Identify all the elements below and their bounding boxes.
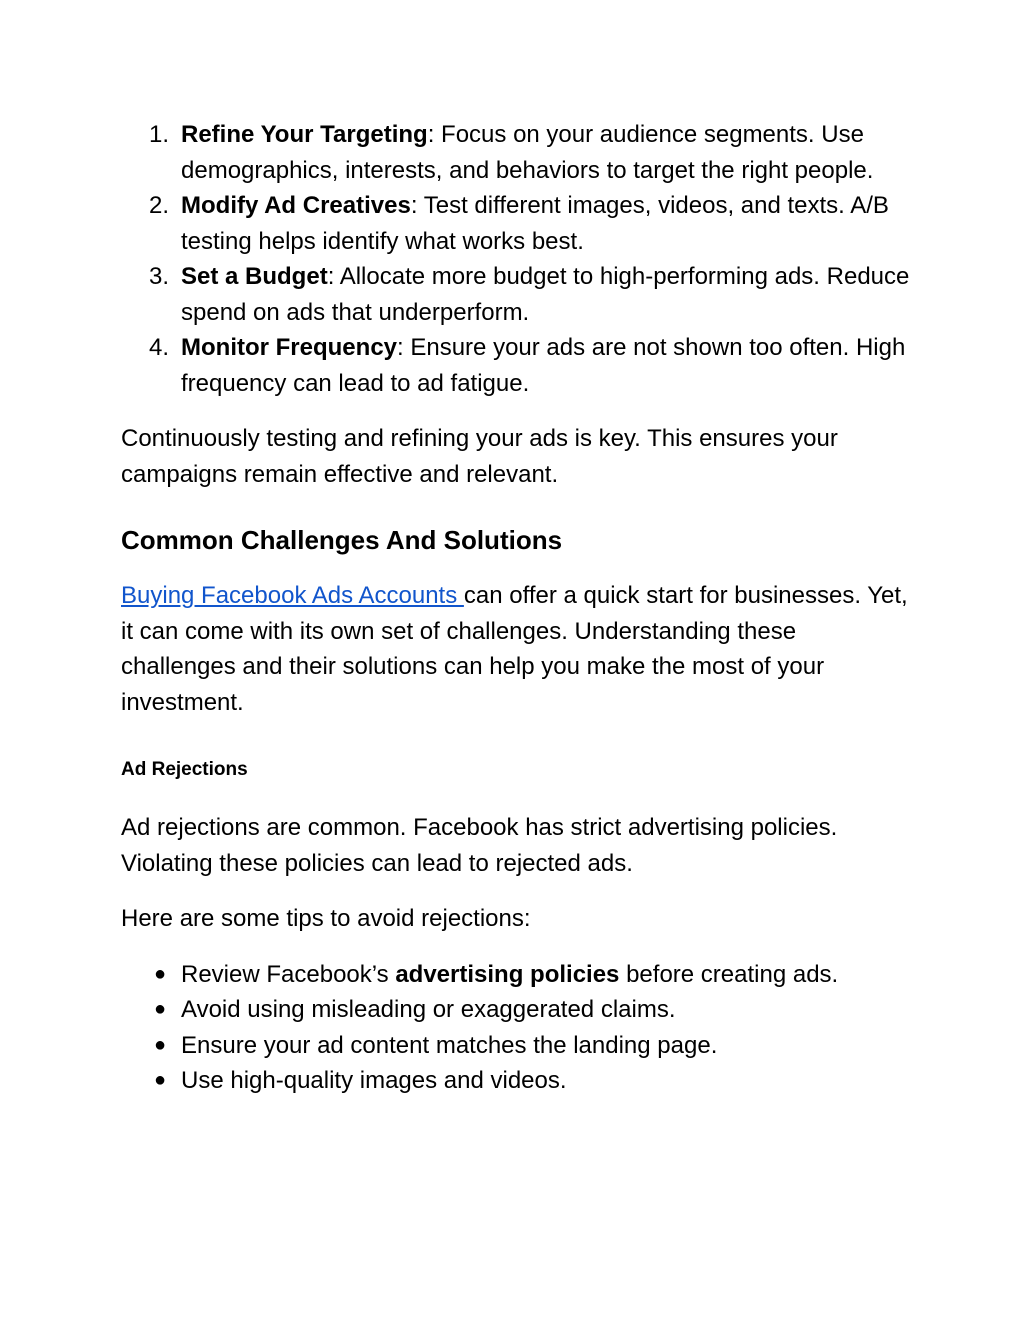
tips-numbered-list — [121, 117, 911, 401]
bullet-bold-text: advertising policies — [395, 960, 620, 988]
list-item-text: : Ensure your ads are not shown too often. High frequency can lead to ad fatigue. — [181, 334, 906, 397]
list-item — [121, 188, 911, 259]
bullet-text: before creating ads. — [619, 960, 839, 988]
list-item-title: Modify Ad Creatives — [181, 192, 411, 219]
buying-facebook-ads-accounts-link[interactable]: Buying Facebook Ads Accounts — [121, 582, 464, 609]
bullet-text: Use high-quality images and videos. — [181, 1067, 567, 1094]
tips-bullet-list — [121, 957, 911, 1099]
list-item — [121, 259, 911, 330]
summary-paragraph: Continuously testing and refining your ads is key. This ensures your campaigns remain effective and relevant. — [121, 425, 838, 488]
list-number: 3. — [149, 263, 170, 290]
subheading-ad-rejections: Ad Rejections — [121, 759, 248, 780]
list-item — [121, 330, 911, 401]
list-number: 1. — [149, 121, 170, 148]
bullet-icon: ● — [154, 998, 167, 1020]
list-number: 4. — [149, 334, 170, 361]
rejections-paragraph: Ad rejections are common. Facebook has strict advertising policies. Violating these policies can lead to rejected ads. — [121, 814, 838, 877]
list-item-text: : Allocate more budget to high-performing ads. Reduce spend on ads that underperform. — [181, 263, 910, 326]
list-item-text: : Test different images, videos, and texts. A/B testing helps identify what works best. — [181, 192, 889, 255]
bullet-icon: ● — [154, 1033, 167, 1056]
bullet-item — [121, 1063, 911, 1099]
list-number: 2. — [149, 192, 170, 219]
section-heading: Common Challenges And Solutions — [121, 525, 563, 555]
list-item — [121, 117, 911, 188]
intro-text: can offer a quick start for businesses. Yet, it can come with its own set of challenges. Understanding these challenges and their solutions can help you make the most of your investment. — [121, 582, 908, 716]
tips-intro: Here are some tips to avoid rejections: — [121, 905, 531, 932]
bullet-text: Review Facebook’s — [181, 960, 396, 988]
bullet-text: Ensure your ad content matches the landing page. — [181, 1031, 718, 1059]
list-item-title: Set a Budget — [181, 263, 328, 290]
bullet-item — [121, 1028, 911, 1064]
bullet-item — [121, 992, 911, 1028]
bullet-icon: ● — [154, 962, 167, 985]
list-item-title: Monitor Frequency — [181, 334, 398, 361]
bullet-item — [121, 957, 911, 993]
bullet-text: Avoid using misleading or exaggerated claims. — [181, 996, 676, 1023]
list-item-title: Refine Your Targeting — [181, 121, 428, 148]
document-page — [121, 117, 911, 1099]
intro-paragraph — [121, 578, 911, 720]
list-item-text: : Focus on your audience segments. Use demographics, interests, and behaviors to target the right people. — [181, 121, 874, 184]
bullet-icon: ● — [154, 1069, 167, 1091]
